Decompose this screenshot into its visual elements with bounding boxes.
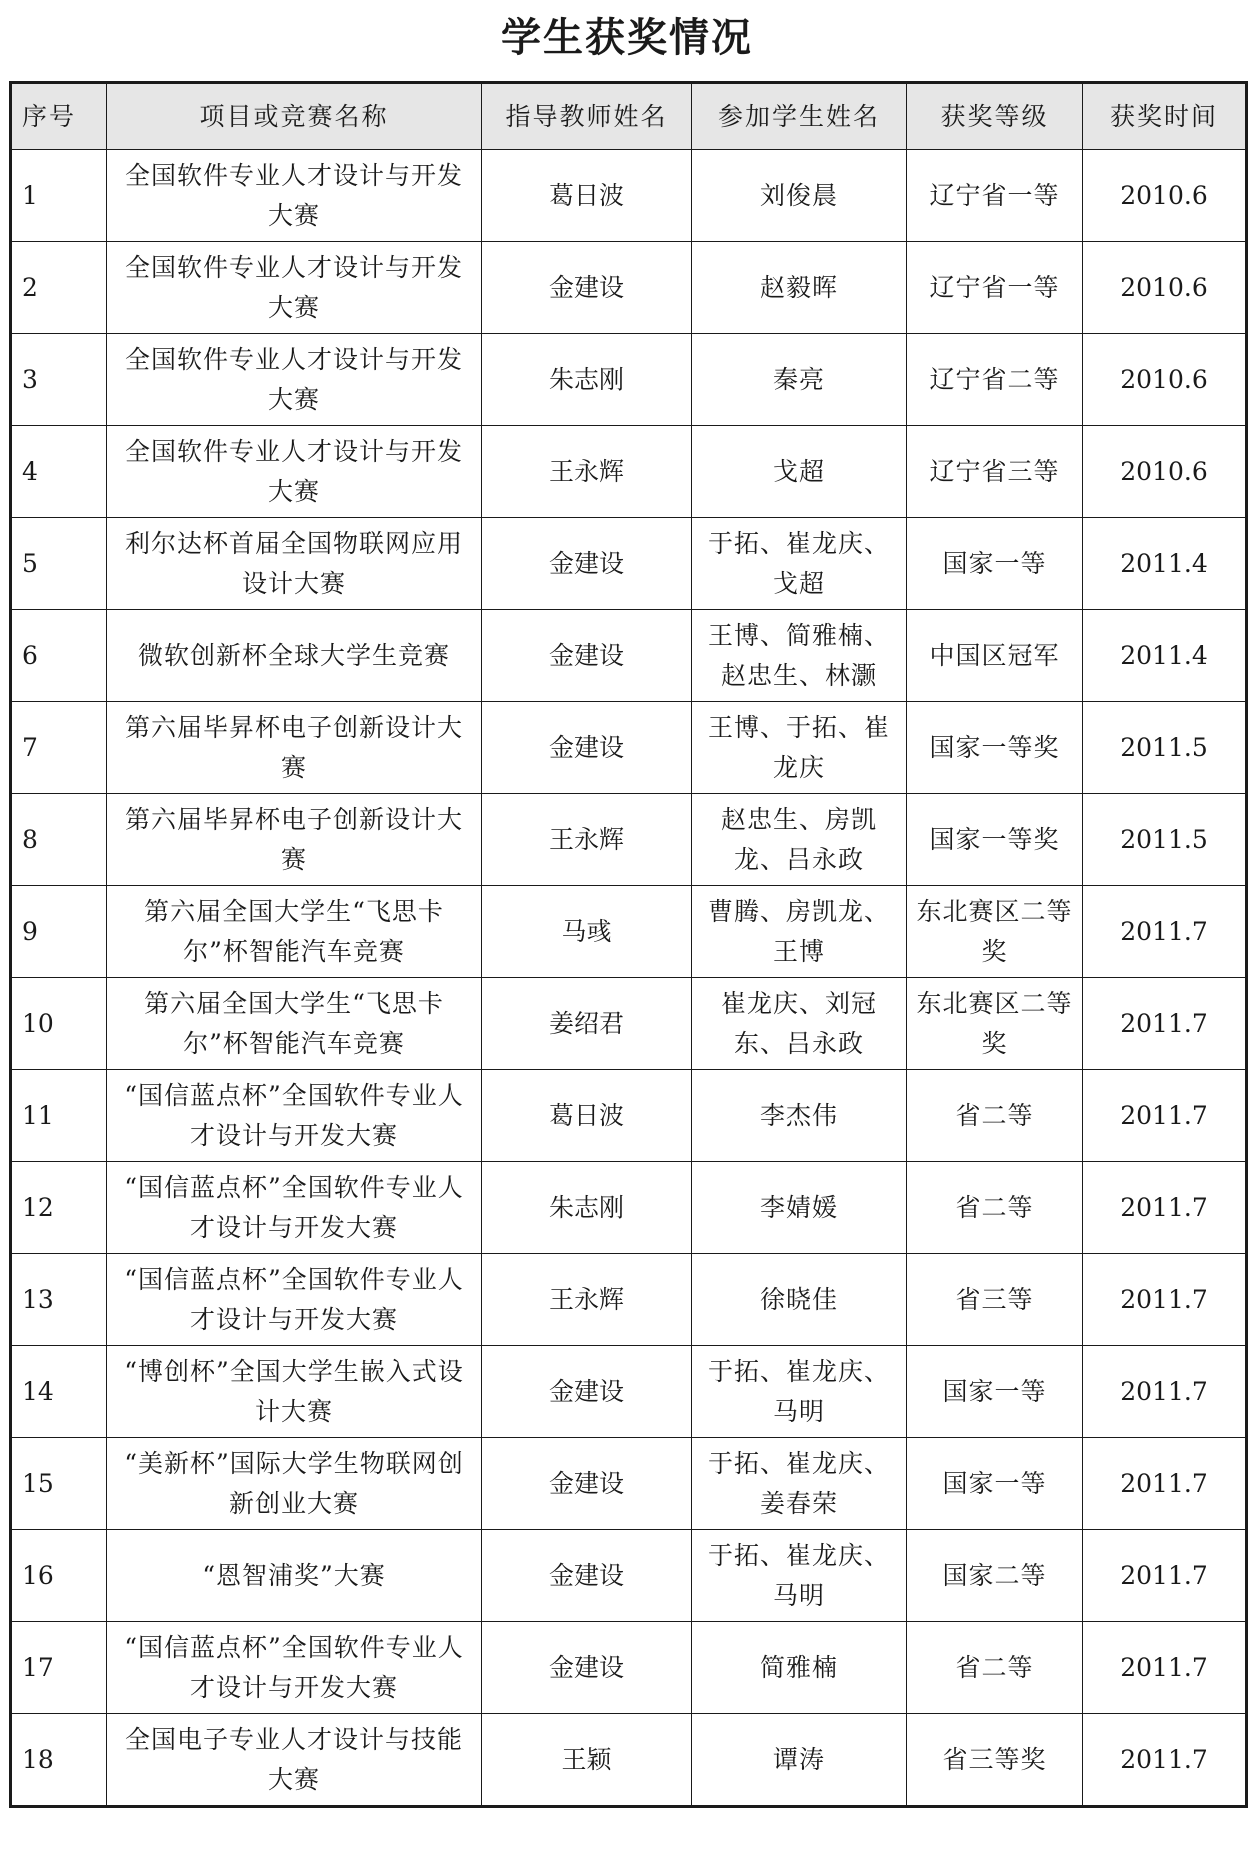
cell-date: 2011.7 — [1083, 1162, 1247, 1254]
table-body — [11, 150, 1247, 1807]
cell-no: 8 — [11, 794, 107, 886]
table-row — [11, 702, 1247, 794]
cell-level: 省二等 — [907, 1622, 1083, 1714]
cell-level: 省二等 — [907, 1162, 1083, 1254]
cell-students: 王博、简雅楠、赵忠生、林灏 — [692, 610, 907, 702]
header-level: 获奖等级 — [907, 83, 1083, 150]
table-row — [11, 1346, 1247, 1438]
cell-no: 5 — [11, 518, 107, 610]
table-row — [11, 1530, 1247, 1622]
table-row — [11, 794, 1247, 886]
cell-no: 10 — [11, 978, 107, 1070]
cell-students: 戈超 — [692, 426, 907, 518]
cell-level: 辽宁省一等 — [907, 242, 1083, 334]
cell-students: 赵忠生、房凯龙、吕永政 — [692, 794, 907, 886]
cell-no: 16 — [11, 1530, 107, 1622]
cell-date: 2010.6 — [1083, 334, 1247, 426]
cell-teacher: 金建设 — [482, 1530, 692, 1622]
cell-no: 15 — [11, 1438, 107, 1530]
cell-students: 秦亮 — [692, 334, 907, 426]
cell-no: 6 — [11, 610, 107, 702]
cell-students: 崔龙庆、刘冠东、吕永政 — [692, 978, 907, 1070]
cell-teacher: 金建设 — [482, 518, 692, 610]
cell-project: “国信蓝点杯”全国软件专业人才设计与开发大赛 — [107, 1622, 482, 1714]
cell-date: 2011.7 — [1083, 1622, 1247, 1714]
table-row — [11, 426, 1247, 518]
cell-teacher: 金建设 — [482, 702, 692, 794]
table-row — [11, 978, 1247, 1070]
cell-project: 全国软件专业人才设计与开发大赛 — [107, 426, 482, 518]
table-row — [11, 1162, 1247, 1254]
cell-teacher: 金建设 — [482, 1438, 692, 1530]
awards-table — [9, 81, 1248, 1808]
cell-date: 2011.7 — [1083, 1254, 1247, 1346]
cell-level: 国家二等 — [907, 1530, 1083, 1622]
cell-students: 刘俊晨 — [692, 150, 907, 242]
cell-teacher: 葛日波 — [482, 1070, 692, 1162]
cell-level: 省三等奖 — [907, 1714, 1083, 1807]
cell-students: 徐晓佳 — [692, 1254, 907, 1346]
cell-no: 9 — [11, 886, 107, 978]
cell-level: 省三等 — [907, 1254, 1083, 1346]
table-row — [11, 242, 1247, 334]
cell-date: 2010.6 — [1083, 242, 1247, 334]
table-row — [11, 1622, 1247, 1714]
cell-teacher: 金建设 — [482, 1622, 692, 1714]
cell-no: 13 — [11, 1254, 107, 1346]
cell-date: 2011.7 — [1083, 1530, 1247, 1622]
cell-project: 全国软件专业人才设计与开发大赛 — [107, 242, 482, 334]
cell-no: 17 — [11, 1622, 107, 1714]
cell-no: 7 — [11, 702, 107, 794]
cell-level: 国家一等奖 — [907, 794, 1083, 886]
cell-date: 2011.5 — [1083, 794, 1247, 886]
cell-project: 微软创新杯全球大学生竞赛 — [107, 610, 482, 702]
cell-date: 2011.7 — [1083, 886, 1247, 978]
page-title: 学生获奖情况 — [501, 15, 753, 61]
table-row — [11, 518, 1247, 610]
cell-level: 辽宁省二等 — [907, 334, 1083, 426]
cell-teacher: 马彧 — [482, 886, 692, 978]
cell-project: “国信蓝点杯”全国软件专业人才设计与开发大赛 — [107, 1162, 482, 1254]
cell-date: 2011.5 — [1083, 702, 1247, 794]
cell-level: 国家一等奖 — [907, 702, 1083, 794]
cell-project: 全国软件专业人才设计与开发大赛 — [107, 334, 482, 426]
table-row — [11, 886, 1247, 978]
header-project: 项目或竞赛名称 — [107, 83, 482, 150]
cell-level: 辽宁省一等 — [907, 150, 1083, 242]
header-row — [11, 83, 1247, 150]
cell-date: 2010.6 — [1083, 150, 1247, 242]
cell-no: 18 — [11, 1714, 107, 1807]
cell-teacher: 王永辉 — [482, 426, 692, 518]
cell-no: 2 — [11, 242, 107, 334]
cell-teacher: 金建设 — [482, 1346, 692, 1438]
cell-level: 中国区冠军 — [907, 610, 1083, 702]
cell-date: 2010.6 — [1083, 426, 1247, 518]
cell-students: 简雅楠 — [692, 1622, 907, 1714]
header-teacher: 指导教师姓名 — [482, 83, 692, 150]
cell-project: 利尔达杯首届全国物联网应用设计大赛 — [107, 518, 482, 610]
cell-teacher: 葛日波 — [482, 150, 692, 242]
cell-students: 王博、于拓、崔龙庆 — [692, 702, 907, 794]
cell-no: 3 — [11, 334, 107, 426]
cell-project: 第六届毕昇杯电子创新设计大赛 — [107, 702, 482, 794]
cell-level: 国家一等 — [907, 1346, 1083, 1438]
cell-no: 12 — [11, 1162, 107, 1254]
cell-level: 国家一等 — [907, 518, 1083, 610]
cell-date: 2011.7 — [1083, 1438, 1247, 1530]
header-students: 参加学生姓名 — [692, 83, 907, 150]
table-row — [11, 1254, 1247, 1346]
cell-project: 全国软件专业人才设计与开发大赛 — [107, 150, 482, 242]
cell-project: 全国电子专业人才设计与技能大赛 — [107, 1714, 482, 1807]
cell-no: 11 — [11, 1070, 107, 1162]
cell-students: 赵毅晖 — [692, 242, 907, 334]
cell-teacher: 王永辉 — [482, 1254, 692, 1346]
cell-date: 2011.7 — [1083, 1346, 1247, 1438]
cell-date: 2011.4 — [1083, 518, 1247, 610]
cell-project: “博创杯”全国大学生嵌入式设计大赛 — [107, 1346, 482, 1438]
cell-project: 第六届毕昇杯电子创新设计大赛 — [107, 794, 482, 886]
table-row — [11, 1070, 1247, 1162]
cell-teacher: 姜绍君 — [482, 978, 692, 1070]
cell-teacher: 王颖 — [482, 1714, 692, 1807]
cell-date: 2011.4 — [1083, 610, 1247, 702]
cell-teacher: 王永辉 — [482, 794, 692, 886]
cell-level: 东北赛区二等奖 — [907, 886, 1083, 978]
cell-students: 于拓、崔龙庆、戈超 — [692, 518, 907, 610]
cell-date: 2011.7 — [1083, 1070, 1247, 1162]
table-row — [11, 150, 1247, 242]
header-no: 序号 — [11, 83, 107, 150]
cell-students: 曹腾、房凯龙、王博 — [692, 886, 907, 978]
cell-no: 14 — [11, 1346, 107, 1438]
cell-no: 1 — [11, 150, 107, 242]
table-row — [11, 1438, 1247, 1530]
cell-teacher: 朱志刚 — [482, 1162, 692, 1254]
cell-teacher: 朱志刚 — [482, 334, 692, 426]
cell-project: “美新杯”国际大学生物联网创新创业大赛 — [107, 1438, 482, 1530]
cell-project: 第六届全国大学生“飞思卡尔”杯智能汽车竞赛 — [107, 886, 482, 978]
cell-project: “国信蓝点杯”全国软件专业人才设计与开发大赛 — [107, 1070, 482, 1162]
cell-level: 辽宁省三等 — [907, 426, 1083, 518]
cell-project: “国信蓝点杯”全国软件专业人才设计与开发大赛 — [107, 1254, 482, 1346]
cell-students: 于拓、崔龙庆、马明 — [692, 1346, 907, 1438]
cell-students: 李杰伟 — [692, 1070, 907, 1162]
cell-teacher: 金建设 — [482, 610, 692, 702]
table-row — [11, 334, 1247, 426]
cell-project: “恩智浦奖”大赛 — [107, 1530, 482, 1622]
table-row — [11, 610, 1247, 702]
cell-students: 于拓、崔龙庆、姜春荣 — [692, 1438, 907, 1530]
cell-teacher: 金建设 — [482, 242, 692, 334]
header-date: 获奖时间 — [1083, 83, 1247, 150]
cell-no: 4 — [11, 426, 107, 518]
cell-students: 谭涛 — [692, 1714, 907, 1807]
cell-level: 东北赛区二等奖 — [907, 978, 1083, 1070]
cell-date: 2011.7 — [1083, 978, 1247, 1070]
table-row — [11, 1714, 1247, 1807]
cell-level: 省二等 — [907, 1070, 1083, 1162]
cell-students: 李婧媛 — [692, 1162, 907, 1254]
cell-students: 于拓、崔龙庆、马明 — [692, 1530, 907, 1622]
cell-project: 第六届全国大学生“飞思卡尔”杯智能汽车竞赛 — [107, 978, 482, 1070]
cell-date: 2011.7 — [1083, 1714, 1247, 1807]
cell-level: 国家一等 — [907, 1438, 1083, 1530]
